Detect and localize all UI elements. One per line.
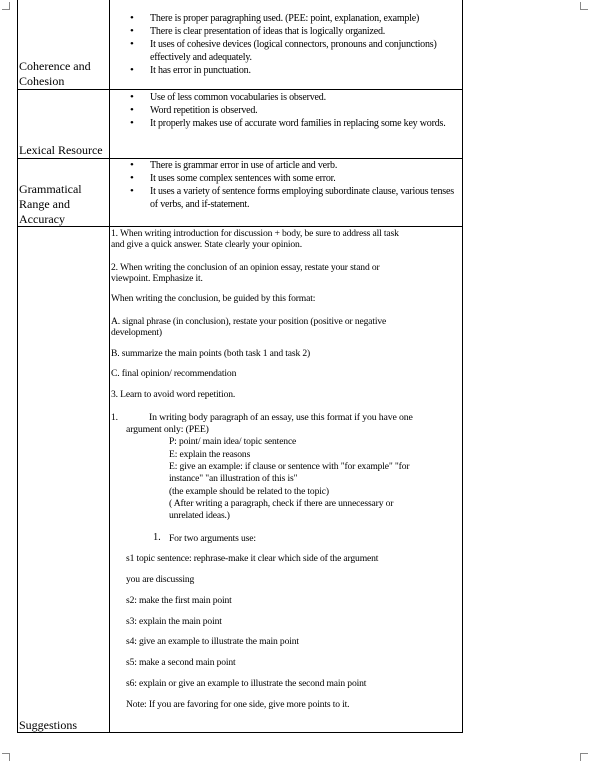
- structure-step: s2: make the first main point: [126, 595, 232, 606]
- suggestion-text: B. summarize the main points (both task 1 and task 2): [111, 348, 311, 359]
- criterion-label: Suggestions: [19, 718, 78, 732]
- criterion-comments: [130, 91, 462, 130]
- comment-item: • Use of less common vocabularies is observed.: [130, 91, 462, 104]
- criterion-comments: [130, 159, 462, 211]
- comment-item: • It uses of cohesive devices (logical connectors, pronouns and conjunctions) effectively and adequately.: [130, 38, 462, 64]
- table-border: [17, 0, 18, 733]
- structure-step: s6: explain or give an example to illustrate the second main point: [126, 678, 367, 689]
- suggestion-text: When writing the conclusion, be guided by this format:: [111, 293, 316, 304]
- comment-item: • There is grammar error in use of article and verb.: [130, 159, 462, 172]
- suggestion-text: In writing body paragraph of an essay, use this format if you have one: [149, 412, 413, 423]
- structure-step: you are discussing: [126, 574, 195, 585]
- row-divider: [17, 89, 463, 90]
- comment-item: • It has error in punctuation.: [130, 64, 462, 77]
- criterion-label: Coherence and Cohesion: [19, 59, 91, 88]
- structure-step: s4: give an example to illustrate the main point: [126, 636, 299, 647]
- table-border: [109, 0, 110, 733]
- suggestion-text: A. signal phrase (in conclusion), restate your position (positive or negative: [111, 316, 387, 327]
- crop-mark: [2, 753, 10, 761]
- pee-note: unrelated ideas.): [169, 510, 230, 521]
- comment-item: • It properly makes use of accurate word families in replacing some key words.: [130, 117, 462, 130]
- suggestion-text: development): [111, 327, 162, 338]
- comment-item: • There is proper paragraphing used. (PEE: point, explanation, example): [130, 12, 462, 25]
- pee-example: instance" "an illustration of this is": [169, 473, 298, 484]
- structure-step: s3: explain the main point: [126, 616, 222, 627]
- suggestion-text: 3. Learn to avoid word repetition.: [111, 389, 236, 400]
- criterion-label: Grammatical Range and Accuracy: [19, 182, 82, 226]
- suggestion-text: 1. When writing introduction for discussion + body, be sure to address all task: [111, 228, 399, 239]
- structure-step: s5: make a second main point: [126, 657, 236, 668]
- suggestion-text: and give a quick answer. State clearly your opinion.: [111, 239, 302, 250]
- crop-mark: [580, 753, 588, 761]
- pee-note: ( After writing a paragraph, check if there are unnecessary or: [169, 498, 394, 509]
- comment-item: • Word repetition is observed.: [130, 104, 462, 117]
- pee-explain: E: explain the reasons: [169, 449, 251, 460]
- crop-mark: [2, 2, 10, 10]
- criterion-label: Lexical Resource: [19, 143, 103, 157]
- suggestion-text: 2. When writing the conclusion of an opinion essay, restate your stand or: [111, 262, 380, 273]
- pee-note: (the example should be related to the topic): [169, 486, 329, 497]
- suggestion-text: For two arguments use:: [169, 533, 256, 544]
- list-number: 1.: [111, 412, 118, 423]
- comment-item: • It uses a variety of sentence forms employing subordinate clause, various tenses of verbs, and if-statement.: [130, 185, 462, 211]
- suggestion-text: C. final opinion/ recommendation: [111, 368, 237, 379]
- structure-step: s1 topic sentence: rephrase-make it clear which side of the argument: [126, 553, 379, 564]
- comment-item: • There is clear presentation of ideas that is logically organized.: [130, 25, 462, 38]
- suggestion-text: argument only: (PEE): [126, 424, 209, 435]
- suggestion-note: Note: If you are favoring for one side, give more points to it.: [126, 699, 350, 710]
- suggestion-text: viewpoint. Emphasize it.: [111, 273, 203, 284]
- criterion-comments: [130, 12, 462, 77]
- crop-mark: [580, 2, 588, 10]
- comment-item: • It uses some complex sentences with some error.: [130, 172, 462, 185]
- list-number: 1.: [153, 532, 161, 543]
- pee-example: E: give an example: if clause or sentence with "for example" "for: [169, 461, 410, 472]
- pee-point: P: point/ main idea/ topic sentence: [169, 436, 297, 447]
- table-border: [462, 0, 463, 733]
